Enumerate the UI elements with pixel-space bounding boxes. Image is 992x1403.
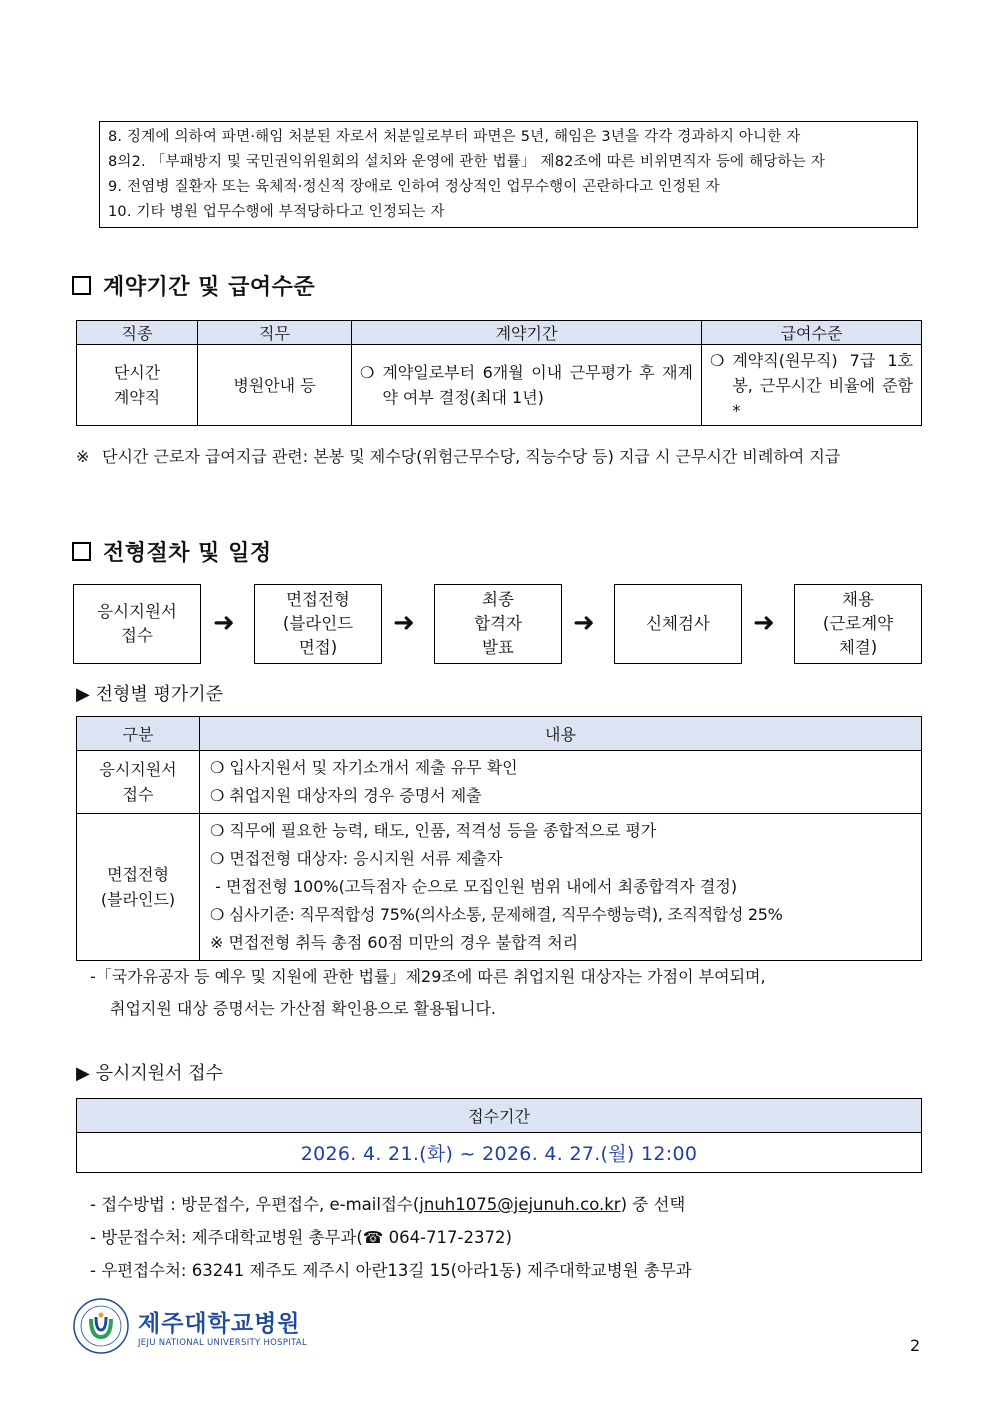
table-header: 접수기간 <box>77 1099 922 1133</box>
note-mark: ※ <box>76 447 90 466</box>
flow-step-line: 신체검사 <box>646 614 710 633</box>
salary-note <box>76 442 922 472</box>
arrow-right-icon: ➜ <box>393 608 415 638</box>
disqualification-box <box>99 121 918 228</box>
table-header-row <box>77 321 922 345</box>
checkbox-square-icon <box>72 276 91 295</box>
criteria-item: ❍ 취업지원 대상자의 경우 증명서 제출 <box>210 786 482 805</box>
table-header: 계약기간 <box>352 321 702 345</box>
flow-step <box>794 584 922 664</box>
criteria-content <box>200 814 922 961</box>
table-header: 내용 <box>200 717 922 751</box>
email-link[interactable]: jnuh1075@jejunuh.co.kr <box>419 1195 621 1214</box>
flow-step-line: (근로계약 <box>822 614 894 633</box>
veteran-note <box>90 961 922 1025</box>
section-title-contract <box>72 270 315 301</box>
salary-cell <box>702 345 922 426</box>
criteria-item: ❍ 면접전형 대상자: 응시지원 서류 제출자 <box>210 849 503 868</box>
circle-bullet-icon: ❍ <box>360 363 375 382</box>
process-flow <box>73 584 923 664</box>
salary-text: 계약직(원무직) 7급 1호봉, 근무시간 비율에 준함* <box>732 350 913 420</box>
flow-step-line: 응시지원서 <box>97 602 177 621</box>
flow-step-line: (블라인드 <box>282 614 354 633</box>
criteria-item: ※ 면접전형 취득 총점 60점 미만의 경우 불합격 처리 <box>210 933 579 952</box>
disqualification-item: 9. 전염병 질환자 또는 육체적·정신적 장애로 인하여 정상적인 업무수행이 곤란하다고 인정된 자 <box>108 179 720 195</box>
criteria-content <box>200 751 922 814</box>
arrow-right-icon: ➜ <box>753 608 775 638</box>
duty-cell: 병원안내 등 <box>198 345 352 426</box>
section-title-text: 계약기간 및 급여수준 <box>103 275 316 300</box>
veteran-note-line: 취업지원 대상 증명서는 가산점 확인용으로 활용됩니다. <box>110 999 497 1018</box>
table-header: 구분 <box>77 717 200 751</box>
criteria-category <box>77 751 200 814</box>
flow-step-line: 최종 <box>482 590 514 609</box>
arrow-right-icon: ➜ <box>213 608 235 638</box>
period-item <box>360 360 693 410</box>
hospital-logo <box>72 1297 307 1355</box>
table-header-row <box>77 717 922 751</box>
criteria-category-line: (블라인드) <box>100 890 176 909</box>
criteria-item: ❍ 입사지원서 및 자기소개서 제출 유무 확인 <box>210 758 518 777</box>
application-subtitle: ▶ 응시지원서 접수 <box>76 1063 224 1084</box>
job-type-line: 계약직 <box>113 388 161 407</box>
logo-korean-name: 제주대학교병원 <box>138 1310 301 1337</box>
disqualification-item: 8. 징계에 의하여 파면·해임 처분된 자로서 처분일로부터 파면은 5년, 해임은 3년을 각각 경과하지 아니한 자 <box>108 129 801 145</box>
application-period: 2026. 4. 21.(화) ~ 2026. 4. 27.(월) 12:00 <box>77 1133 922 1173</box>
criteria-item: ❍ 심사기준: 직무적합성 75%(의사소통, 문제해결, 직무수행능력), 조직적합성 25% <box>210 905 783 924</box>
criteria-table <box>76 716 922 961</box>
table-row <box>77 751 922 814</box>
circle-bullet-icon: ❍ <box>710 350 725 370</box>
period-cell <box>352 345 702 426</box>
period-table <box>76 1098 922 1173</box>
table-header: 직무 <box>198 321 352 345</box>
table-row <box>77 345 922 426</box>
criteria-category-line: 접수 <box>122 785 154 804</box>
section-title-text: 전형절차 및 일정 <box>103 541 272 566</box>
flow-step-line: 합격자 <box>474 614 522 633</box>
checkbox-square-icon <box>72 542 91 561</box>
hospital-emblem-icon <box>72 1297 130 1355</box>
table-header: 급여수준 <box>702 321 922 345</box>
page-number: 2 <box>910 1336 921 1355</box>
criteria-category-line: 면접전형 <box>107 865 169 884</box>
period-text: 계약일로부터 6개월 이내 근무평가 후 재계약 여부 결정(최대 1년) <box>382 363 693 407</box>
flow-step <box>254 584 382 664</box>
table-row <box>77 814 922 961</box>
disqualification-item: 8의2. 「부패방지 및 국민권익위원회의 설치와 운영에 관한 법률」 제82조에 따른 비위면직자 등에 해당하는 자 <box>108 154 825 170</box>
table-row <box>77 1133 922 1173</box>
flow-step-line: 면접) <box>298 638 338 657</box>
veteran-note-line: -「국가유공자 등 예우 및 지원에 관한 법률」제29조에 따른 취업지원 대상자는 가점이 부여되며, <box>90 967 766 986</box>
flow-step <box>614 584 742 664</box>
salary-note-text: 단시간 근로자 급여지급 관련: 본봉 및 제수당(위험근무수당, 직능수당 등) 지급 시 근무시간 비례하여 지급 <box>102 447 841 466</box>
method-suffix: ) 중 선택 <box>620 1195 686 1214</box>
table-header: 직종 <box>77 321 198 345</box>
salary-item <box>710 348 913 423</box>
criteria-subtitle: ▶ 전형별 평가기준 <box>76 684 224 705</box>
application-method <box>90 1188 685 1221</box>
flow-step <box>434 584 562 664</box>
criteria-item: - 면접전형 100%(고득점자 순으로 모집인원 범위 내에서 최종합격자 결정) <box>210 877 738 896</box>
flow-step-line: 발표 <box>482 638 514 657</box>
flow-step <box>73 584 201 664</box>
disqualification-item: 10. 기타 병원 업무수행에 부적당하다고 인정되는 자 <box>108 204 445 220</box>
visit-address: - 방문접수처: 제주대학교병원 총무과(☎ 064-717-2372) <box>90 1228 512 1247</box>
arrow-right-icon: ➜ <box>573 608 595 638</box>
job-type-cell <box>77 345 198 426</box>
criteria-item: ❍ 직무에 필요한 능력, 태도, 인품, 적격성 등을 종합적으로 평가 <box>210 821 657 840</box>
section-title-process <box>72 536 272 567</box>
job-type-line: 단시간 <box>113 363 161 382</box>
contract-table <box>76 320 922 426</box>
logo-english-name: JEJU NATIONAL UNIVERSITY HOSPITAL <box>138 1337 308 1348</box>
mail-address: - 우편접수처: 63241 제주도 제주시 아란13길 15(아라1동) 제주대학교병원 총무과 <box>90 1261 692 1280</box>
flow-step-line: 면접전형 <box>286 590 350 609</box>
method-prefix: - 접수방법 : 방문접수, 우편접수, e-mail접수( <box>90 1195 420 1214</box>
criteria-category <box>77 814 200 961</box>
criteria-category-line: 응시지원서 <box>99 760 177 779</box>
flow-step-line: 체결) <box>838 638 878 657</box>
flow-step-line: 접수 <box>121 626 153 645</box>
table-header-row <box>77 1099 922 1133</box>
flow-step-line: 채용 <box>842 590 874 609</box>
